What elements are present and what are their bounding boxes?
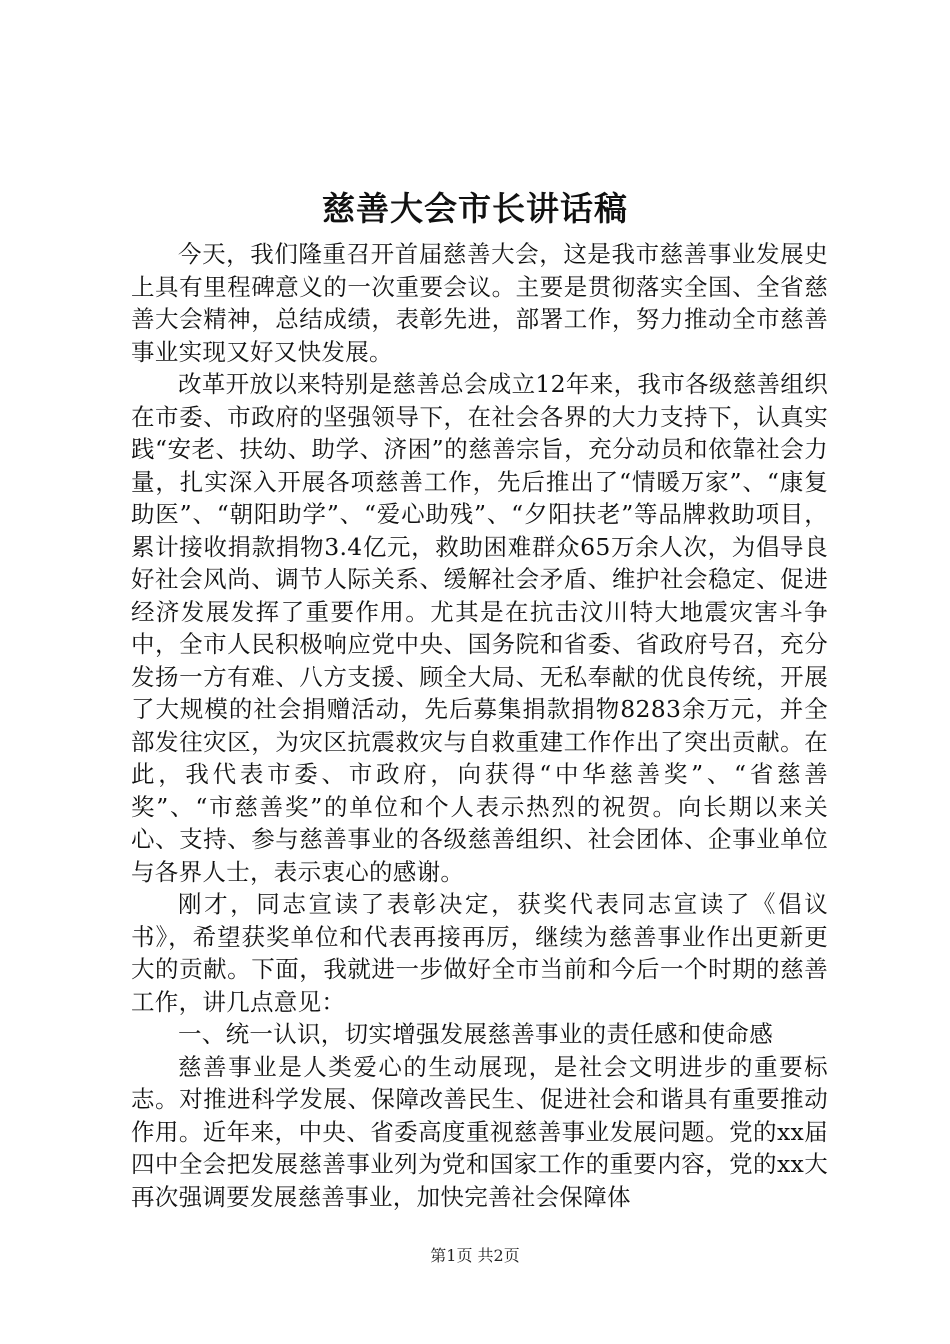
document-title: 慈善大会市长讲话稿 xyxy=(322,189,628,228)
paragraph-section-1: 慈善事业是人类爱心的生动展现，是社会文明进步的重要标志。对推进科学发展、保障改善民生、促进社会和谐具有重要推动作用。近年来，中央、省委高度重视慈善事业发展问题。党的xx届四中全会把发展慈善事业列为党和国家工作的重要内容，党的xx大再次强调要发展慈善事业，加快完善社会保障体 xyxy=(131,1052,828,1211)
document-body xyxy=(131,238,828,1213)
paragraph-achievements: 改革开放以来特别是慈善总会成立12年来，我市各级慈善组织在市委、市政府的坚强领导下，在社会各界的大力支持下，认真实践“安老、扶幼、助学、济困”的慈善宗旨，充分动员和依靠社会力量，扎实深入开展各项慈善工作，先后推出了“情暖万家”、“康复助医”、“朝阳助学”、“爱心助残”、“夕阳扶老”等品牌救助项目，累计接收捐款捐物3.4亿元，救助困难群众65万余人次，为倡导良好社会风尚、调节人际关系、缓解社会矛盾、维护社会稳定、促进经济发展发挥了重要作用。尤其是在抗击汶川特大地震灾害斗争中，全市人民积极响应党中央、国务院和省委、省政府号召，充分发扬一方有难、八方支援、顾全大局、无私奉献的优良传统，开展了大规模的社会捐赠活动，先后募集捐款捐物8283余万元，并全部发往灾区，为灾区抗震救灾与自救重建工作作出了突出贡献。在此，我代表市委、市政府，向获得“中华慈善奖”、“省慈善奖”、“市慈善奖”的单位和个人表示热烈的祝贺。向长期以来关心、支持、参与慈善事业的各级慈善组织、社会团体、企事业单位与各界人士，表示衷心的感谢。 xyxy=(131,370,829,886)
paragraph-transition: 刚才，同志宣读了表彰决定，获奖代表同志宣读了《倡议书》，希望获奖单位和代表再接再厉，继续为慈善事业作出更新更大的贡献。下面，我就进一步做好全市当前和今后一个时期的慈善工作，讲几点意见： xyxy=(131,890,828,1016)
section-heading-1: 一、统一认识，切实增强发展慈善事业的责任感和使命感 xyxy=(178,1020,773,1048)
page-footer: 第1页 共2页 xyxy=(430,1246,520,1265)
paragraph-intro: 今天，我们隆重召开首届慈善大会，这是我市慈善事业发展史上具有里程碑意义的一次重要会议。主要是贯彻落实全国、全省慈善大会精神，总结成绩，表彰先进，部署工作，努力推动全市慈善事业实现又好又快发展。 xyxy=(131,240,828,366)
